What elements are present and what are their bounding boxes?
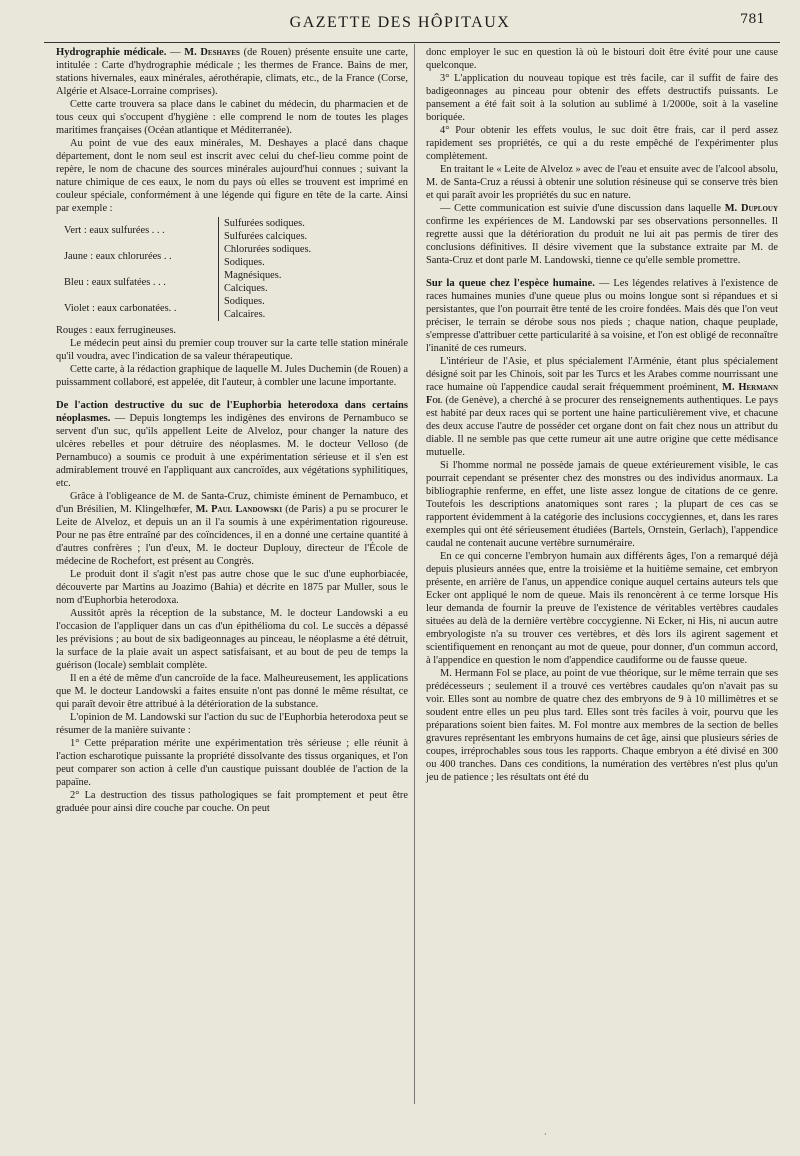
paragraph: En ce qui concerne l'embryon humain aux différents âges, l'on a remarqué déjà depuis plusieurs années que, entre la troisième et la huitième semaine, cet embryon présente, en arrière de l'anus, un appendice conique auquel certains auteurs tels que Ecker ont appliqué le nom de queue. Mais ils renoncèrent à ce terme lorsque His leur demanda de fournir la preuve de l'existence de véritables vertèbres caudales situées au delà de la dernière vertèbre coccygienne. Ni Ecker, ni His, ni aucun autre embryologiste n'a su trouver ces vertèbres, et dès lors ils agirent sagement et scientifiquement en renonçant au mot de queue, pour donner, d'un commun accord, à l'appendice en question le nom d'appendice caudiforme ou de fausse queue. — [426, 551, 778, 666]
right-column — [426, 46, 778, 784]
paragraph: Cette carte trouvera sa place dans le cabinet du médecin, du pharmacien et de tous ceux qui s'occupent d'hygiène : elle comprend le nom de toutes les plages maritimes françaises (Océan atlantique et Méditerranée). — [56, 99, 408, 136]
paragraph-text: — Cette communication est suivie d'une discussion dans laquelle — [440, 203, 725, 214]
author-name: M. Paul Landowski — [195, 504, 283, 515]
legend-value: Calciques. — [224, 283, 268, 294]
page-header — [0, 10, 800, 40]
page-number: 781 — [740, 12, 765, 27]
paragraph: Le médecin peut ainsi du premier coup trouver sur la carte telle station minérale qu'il voudra, avec l'indication de sa valeur thérapeutique. — [56, 338, 408, 362]
paragraph: Aussitôt après la réception de la substance, M. le docteur Landowski a eu l'occasion de l'appliquer dans un cas d'un épithélioma du col. Le succès a dépassé les prévisions ; au bout de six badigeonnages au pinceau, le néoplasme a été détruit, la surface de la plaie avait un aspect satisfaisant, et au bout de peu de temps la guérison (locale) semblait complète. — [56, 608, 408, 671]
legend-category: Violet : eaux carbonatées. . — [64, 302, 177, 314]
paragraph-text: (de Genève), a cherché à se procurer des renseignements authentiques. Le pays est habité par deux races qui se portent une haine particulièrement vive, et chacune des deux accuse l'autre de posséder cet organe dont on fait chez nous un attribut du diable. Il ne semble pas que cette rumeur ait une autre origine que cette médisance mutuelle. — [426, 395, 778, 458]
paragraph: L'opinion de M. Landowski sur l'action du suc de l'Euphorbia heterodoxa peut se résumer de la manière suivante : — [56, 712, 408, 736]
header-rule — [44, 42, 780, 43]
paragraph: 4° Pour obtenir les effets voulus, le suc doit être frais, car il perd assez rapidement ses propriétés, ce qui a du reste empêché de l'expérimenter plus complètement. — [426, 125, 778, 162]
legend-value: Sodiques. — [224, 257, 265, 268]
dash: — — [166, 47, 185, 58]
legend-category: Bleu : eaux sulfatées . . . — [64, 276, 166, 288]
legend-category: Jaune : eaux chlorurées . . — [64, 250, 172, 262]
paragraph: Rouges : eaux ferrugineuses. — [56, 325, 177, 336]
paragraph-text: — Depuis longtemps les indigènes des environs de Pernambuco se servent d'un suc, qu'ils appellent Leite de Alveloz, pour changer la nature des ulcères rebelles et pour détruire des néoplasmes. M. le docteur Velloso (de Pernambuco) a soumis ce produit à une expérimentation sérieuse et il s'en est admirablement trouvé en l'appliquant aux cancroïdes, aux végétations syphilitiques, etc. — [56, 413, 408, 489]
legend-value: Chlorurées sodiques. — [224, 244, 312, 255]
paragraph: En traitant le « Leite de Alveloz » avec de l'eau et ensuite avec de l'alcool absolu, M. de Santa-Cruz a réussi à obtenir une solution résineuse qui se conserve très bien et qui paraît avoir les propriétés du suc en nature. — [426, 164, 778, 201]
footer-mark: · — [544, 1130, 547, 1140]
paragraph: Cette carte, à la rédaction graphique de laquelle M. Jules Duchemin (de Rouen) a puissamment collaboré, est appelée, dit l'auteur, à combler une lacune importante. — [56, 364, 408, 388]
paragraph — [426, 355, 778, 459]
column-divider — [414, 44, 415, 1104]
paragraph: 2° La destruction des tissus pathologiques se fait promptement et peut être graduée pour ainsi dire couche par couche. On peut — [56, 790, 408, 814]
legend-values — [218, 243, 408, 269]
legend-value: Calcaires. — [224, 309, 266, 320]
author-name: M. Deshayes — [184, 47, 240, 58]
paragraph — [56, 490, 408, 568]
left-column — [56, 46, 408, 815]
legend-list — [64, 217, 408, 321]
paragraph: 1° Cette préparation mérite une expérimentation très sérieuse ; elle réunit à l'action escharotique puissante la propriété dissolvante des tissus organiques, et l'on peut comparer son action à celle d'un caustique puissant doublée de l'action de la papaïne. — [56, 738, 408, 788]
paragraph-text: Grâce à l'obligeance de M. de Santa-Cruz, chimiste éminent de Pernambuco, et d'un Brésilien, M. Klingelhœfer, — [56, 491, 408, 515]
legend-values — [218, 269, 408, 295]
paragraph-text: confirme les expériences de M. Landowski par ses observations personnelles. Il regrette aussi que la détérioration du produit ne lui ait pas permis de tirer des conclusions définitives. Il désire vivement que la substance extraite par M. de Santa-Cruz et dont parle M. Landowski, tienne ce qu'elle semble promettre. — [426, 216, 778, 266]
paragraph — [426, 202, 778, 267]
paragraph-text: — Les légendes relatives à l'existence de races humaines munies d'une queue plus ou moins longue sont si répandues et si persistantes, que l'on pourrait être tenté de les croire fondées. Mais dès que l'on veut préciser, le terrain se dérobe sous nos pieds ; chaque nation, chaque peuplade, s'empresse d'attribuer cette particularité à sa voisine, et l'on est obligé de reconnaître l'inanité de ces rumeurs. — [426, 278, 778, 354]
paragraph: donc employer le suc en question là où le bistouri doit être évité pour une cause quelconque. — [426, 47, 778, 71]
paragraph-text: L'intérieur de l'Asie, et plus spécialement l'Arménie, étant plus spécialement désigné soit par les Chinois, soit par les Turcs et les Arabes comme nourrissant une race humaine où l'appendice caudal serait fréquemment proéminent, — [426, 356, 778, 393]
author-name: M. Duplouy — [724, 203, 779, 214]
legend-category: Vert : eaux sulfurées . . . — [64, 224, 165, 236]
paragraph-text: (de Paris) a pu se procurer le Leite de Alveloz, et depuis un an il l'a soumis à une expérimentation rigoureuse. Pour ne pas être entraîné par des coïncidences, il en a donné une certaine quantité à d'autres confrères ; l'un d'eux, M. le docteur Duplouy, directeur de l'École de médecine de Rochefort, est présent au Congrès. — [56, 504, 408, 567]
paragraph: Le produit dont il s'agit n'est pas autre chose que le suc d'une euphorbiacée, découverte par Martins au Joazimo (Bahia) et décrite en 1875 par Muller, sous le nom d'Euphorbia heterodoxa. — [56, 569, 408, 606]
section-title-queue: Sur la queue chez l'espèce humaine. — [426, 278, 595, 289]
legend-value: Magnésiques. — [224, 270, 282, 281]
section-title-hydrographie: Hydrographie médicale. — [56, 47, 167, 58]
paragraph: M. Hermann Fol se place, au point de vue théorique, sur le même terrain que ses prédécesseurs ; seulement il a trouvé ces vertèbres caudales qu'on n'avait pas su voir. Elles sont au nombre de quatre chez des embryons de 9 à 10 millimètres et se soudent entre elles un peu plus tard. Elles sont très faciles à voir, pourvu que les préparations soient bien faites. M. Fol montre aux membres de la section de belles gravures représentant les embryons humains de cet âge, ainsi que plusieurs séries de coupes, irréprochables sous tous les rapports. Chaque embryon a été divisé en 300 ou 400 tranches. Dans ces conditions, la numération des vertèbres n'est plus qu'un jeu de patience ; les résultats ont été du — [426, 668, 778, 783]
newspaper-title: GAZETTE DES HÔPITAUX — [289, 14, 511, 31]
legend-values — [218, 217, 408, 243]
author-name: M. Hermann Fol — [426, 382, 778, 406]
paragraph: Si l'homme normal ne possède jamais de queue extérieurement visible, le cas pourrait cependant se présenter chez des monstres ou des individus anormaux. La bibliographie renferme, en effet, une liste assez longue de citations de ce genre. Toutefois les descriptions anatomiques sont rares ; la plupart de ces cas se rapportent évidemment à la catégorie des inclusions coccygiennes, et, dans les rares exemples qui ont été sérieusement étudiées (Bartels, Ornstein, Gerlach), l'appendice caudal ne contenait aucune vertèbre surnuméraire. — [426, 460, 778, 549]
paragraph: Au point de vue des eaux minérales, M. Deshayes a placé dans chaque département, dont le nom seul est inscrit avec celui du chef-lieu comme point de repère, le nom de chacune des sources minérales aujourd'hui connues ; suivant la nature chimique de ces eaux, le nom du pays où elles se trouvent est imprimé en couleur spéciale, conformément à une légende qui figure en tête de la carte. Ainsi par exemple : — [56, 138, 408, 214]
legend-value: Sulfurées calciques. — [224, 231, 308, 242]
paragraph: 3° L'application du nouveau topique est très facile, car il suffit de faire des badigeonnages au pinceau pour obtenir des effets destructifs puissants. Le pansement a été fait soit à la solution au sublimé à 1/2000e, soit à la vaseline boriquée. — [426, 73, 778, 123]
legend-value: Sulfurées sodiques. — [224, 218, 305, 229]
paragraph-text: (de Rouen) présente ensuite une carte, intitulée : Carte d'hydrographie médicale ; les thermes de France. Bains de mer, stations hivernales, eaux minérales, aérothérapie, climats, etc., de la France (Corse, Algérie et Alsace-Lorraine comprises). — [56, 47, 409, 97]
legend-value: Sodiques. — [224, 296, 265, 307]
section-title-euphorbia: De l'action destructive du suc de l'Euphorbia heterodoxa dans certains néoplasmes. — [56, 400, 408, 424]
legend-values — [218, 295, 408, 321]
paragraph: Il en a été de même d'un cancroïde de la face. Malheureusement, les applications que M. le docteur Landowski a faites ensuite n'ont pas donné le même résultat, ce qui paraît devoir être attribué à la détérioration de la substance. — [56, 673, 408, 710]
